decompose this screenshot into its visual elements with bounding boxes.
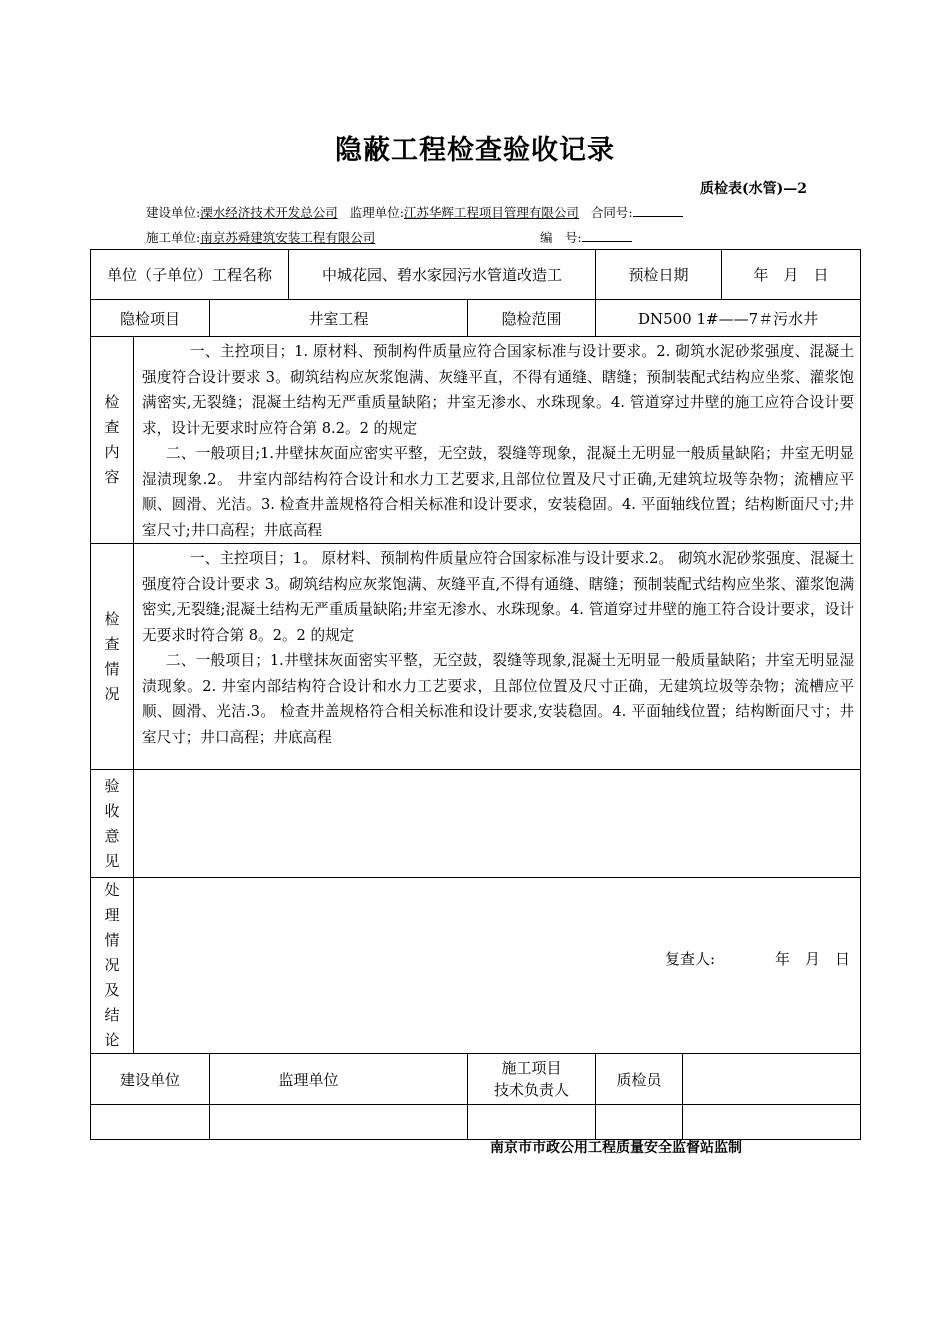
acceptance-label: 验 收 意 见 [91, 770, 134, 878]
content-main-items: 一、主控项目；1. 原材料、预制构件质量应符合国家标准与设计要求。2. 砌筑水泥砂浆强度、混凝土强度符合设计要求 3。砌筑结构应灰浆饱满、灰缝平直，不得有通缝、瞎缝；预制装配式结构应坐浆、灌浆饱满密实,无裂缝；混凝土结构无严重质量缺陷；井室无渗水、水珠现象。4. 管道穿过井壁的施工应符合设计要求，设计无要求时应符合第 8.2。2 的规定 [142, 343, 855, 437]
signature-row [91, 1105, 861, 1140]
situation-label: 检 查 情 况 [91, 544, 134, 770]
situation-text[interactable] [134, 544, 861, 770]
unit-label: 单位（子单位）工程名称 [91, 250, 289, 300]
sig-inspector-label: 质检员 [596, 1054, 683, 1105]
form-code: 质检表(水管)—2 [700, 181, 807, 197]
acceptance-row [91, 770, 861, 878]
content-text[interactable] [134, 337, 861, 544]
builder-label: 建设单位: [146, 205, 201, 220]
supervisor-label: 监理单位: [349, 205, 404, 220]
contractor-label: 施工单位: [146, 230, 201, 245]
page-title: 隐蔽工程检查验收记录 [335, 135, 615, 166]
footer-issuer: 南京市市政公用工程质量安全监督站监制 [490, 1140, 742, 1156]
handling-input[interactable] [134, 878, 861, 1054]
review-date: 年 月 日 [775, 950, 851, 968]
supervisor-value: 江苏华辉工程项目管理有限公司 [403, 205, 579, 220]
unit-value[interactable]: 中城花园、碧水家园污水管道改造工 [289, 250, 596, 300]
sig-builder-input[interactable] [91, 1105, 210, 1140]
serial-label: 编 号: [540, 230, 582, 245]
handling-row [91, 878, 861, 1054]
precheck-date[interactable]: 年 月 日 [722, 250, 861, 300]
situation-general-items: 二、一般项目；1.井壁抹灰面密实平整，无空鼓，裂缝等现象,混凝土无明显一般质量缺陷；井室无明显湿渍现象。2. 井室内部结构符合设计和水力工艺要求，且部位位置及尺寸正确，无建筑垃圾等杂物；流槽应平顺、圆滑、光洁.3。 检查井盖规格符合相关标准和设计要求,安装稳固。4. 平面轴线位置；结构断面尺寸；井室尺寸；井口高程；井底高程 [142, 652, 855, 746]
sig-tech-lead-label: 施工项目 技术负责人 [468, 1054, 596, 1105]
content-label: 检 查 内 容 [91, 337, 134, 544]
project-row [91, 250, 861, 300]
item-row [91, 300, 861, 337]
sig-extra-cell[interactable] [683, 1054, 861, 1105]
sig-inspector-input[interactable] [596, 1105, 683, 1140]
contract-blank[interactable] [633, 204, 683, 217]
sig-supervisor-input[interactable] [210, 1105, 468, 1140]
situation-row [91, 544, 861, 770]
sig-builder-label: 建设单位 [91, 1054, 210, 1105]
handling-label: 处 理 情 况 及 结 论 [91, 878, 134, 1054]
sig-extra-input[interactable] [683, 1105, 861, 1140]
builder-value: 溧水经济技术开发总公司 [200, 205, 338, 220]
range-label: 隐检范围 [468, 300, 596, 337]
signature-header-row [91, 1054, 861, 1105]
sig-supervisor-label: 监理单位 [210, 1054, 468, 1105]
contract-label: 合同号: [590, 205, 633, 220]
acceptance-input[interactable] [134, 770, 861, 878]
contractor-value: 南京苏舜建筑安装工程有限公司 [200, 230, 376, 245]
serial-blank[interactable] [582, 229, 632, 242]
sig-tech-lead-input[interactable] [468, 1105, 596, 1140]
item-value[interactable]: 井室工程 [210, 300, 468, 337]
reviewer-line [665, 948, 850, 969]
serial-line [540, 228, 632, 246]
content-row [91, 337, 861, 544]
content-general-items: 二、一般项目;1.井壁抹灰面应密实平整，无空鼓，裂缝等现象，混凝土无明显一般质量缺陷；井室无明显湿渍现象.2。 井室内部结构符合设计和水力工艺要求,且部位位置及尺寸正确,无建筑垃圾等杂物；流槽应平顺、圆滑、光洁。3. 检查井盖规格符合相关标准和设计要求，安装稳固。4. 平面轴线位置；结构断面尺寸;井室尺寸;井口高程；井底高程 [142, 445, 855, 539]
situation-main-items: 一、主控项目；1。 原材料、预制构件质量应符合国家标准与设计要求.2。 砌筑水泥砂浆强度、混凝土强度符合设计要求 3。砌筑结构应灰浆饱满、灰缝平直,不得有通缝、瞎缝；预制装配式结构应坐浆、灌浆饱满密实,无裂缝;混凝土结构无严重质量缺陷;井室无渗水、水珠现象。4. 管道穿过井壁的施工符合设计要求，设计无要求时符合第 8。2。2 的规定 [142, 550, 855, 644]
meta-line-2 [146, 228, 375, 246]
item-label: 隐检项目 [91, 300, 210, 337]
precheck-label: 预检日期 [596, 250, 722, 300]
inspection-table [90, 249, 861, 1140]
meta-line-1 [146, 203, 683, 221]
range-value[interactable]: DN500 1#——7＃污水井 [596, 300, 861, 337]
reviewer-label: 复查人: [664, 950, 716, 968]
